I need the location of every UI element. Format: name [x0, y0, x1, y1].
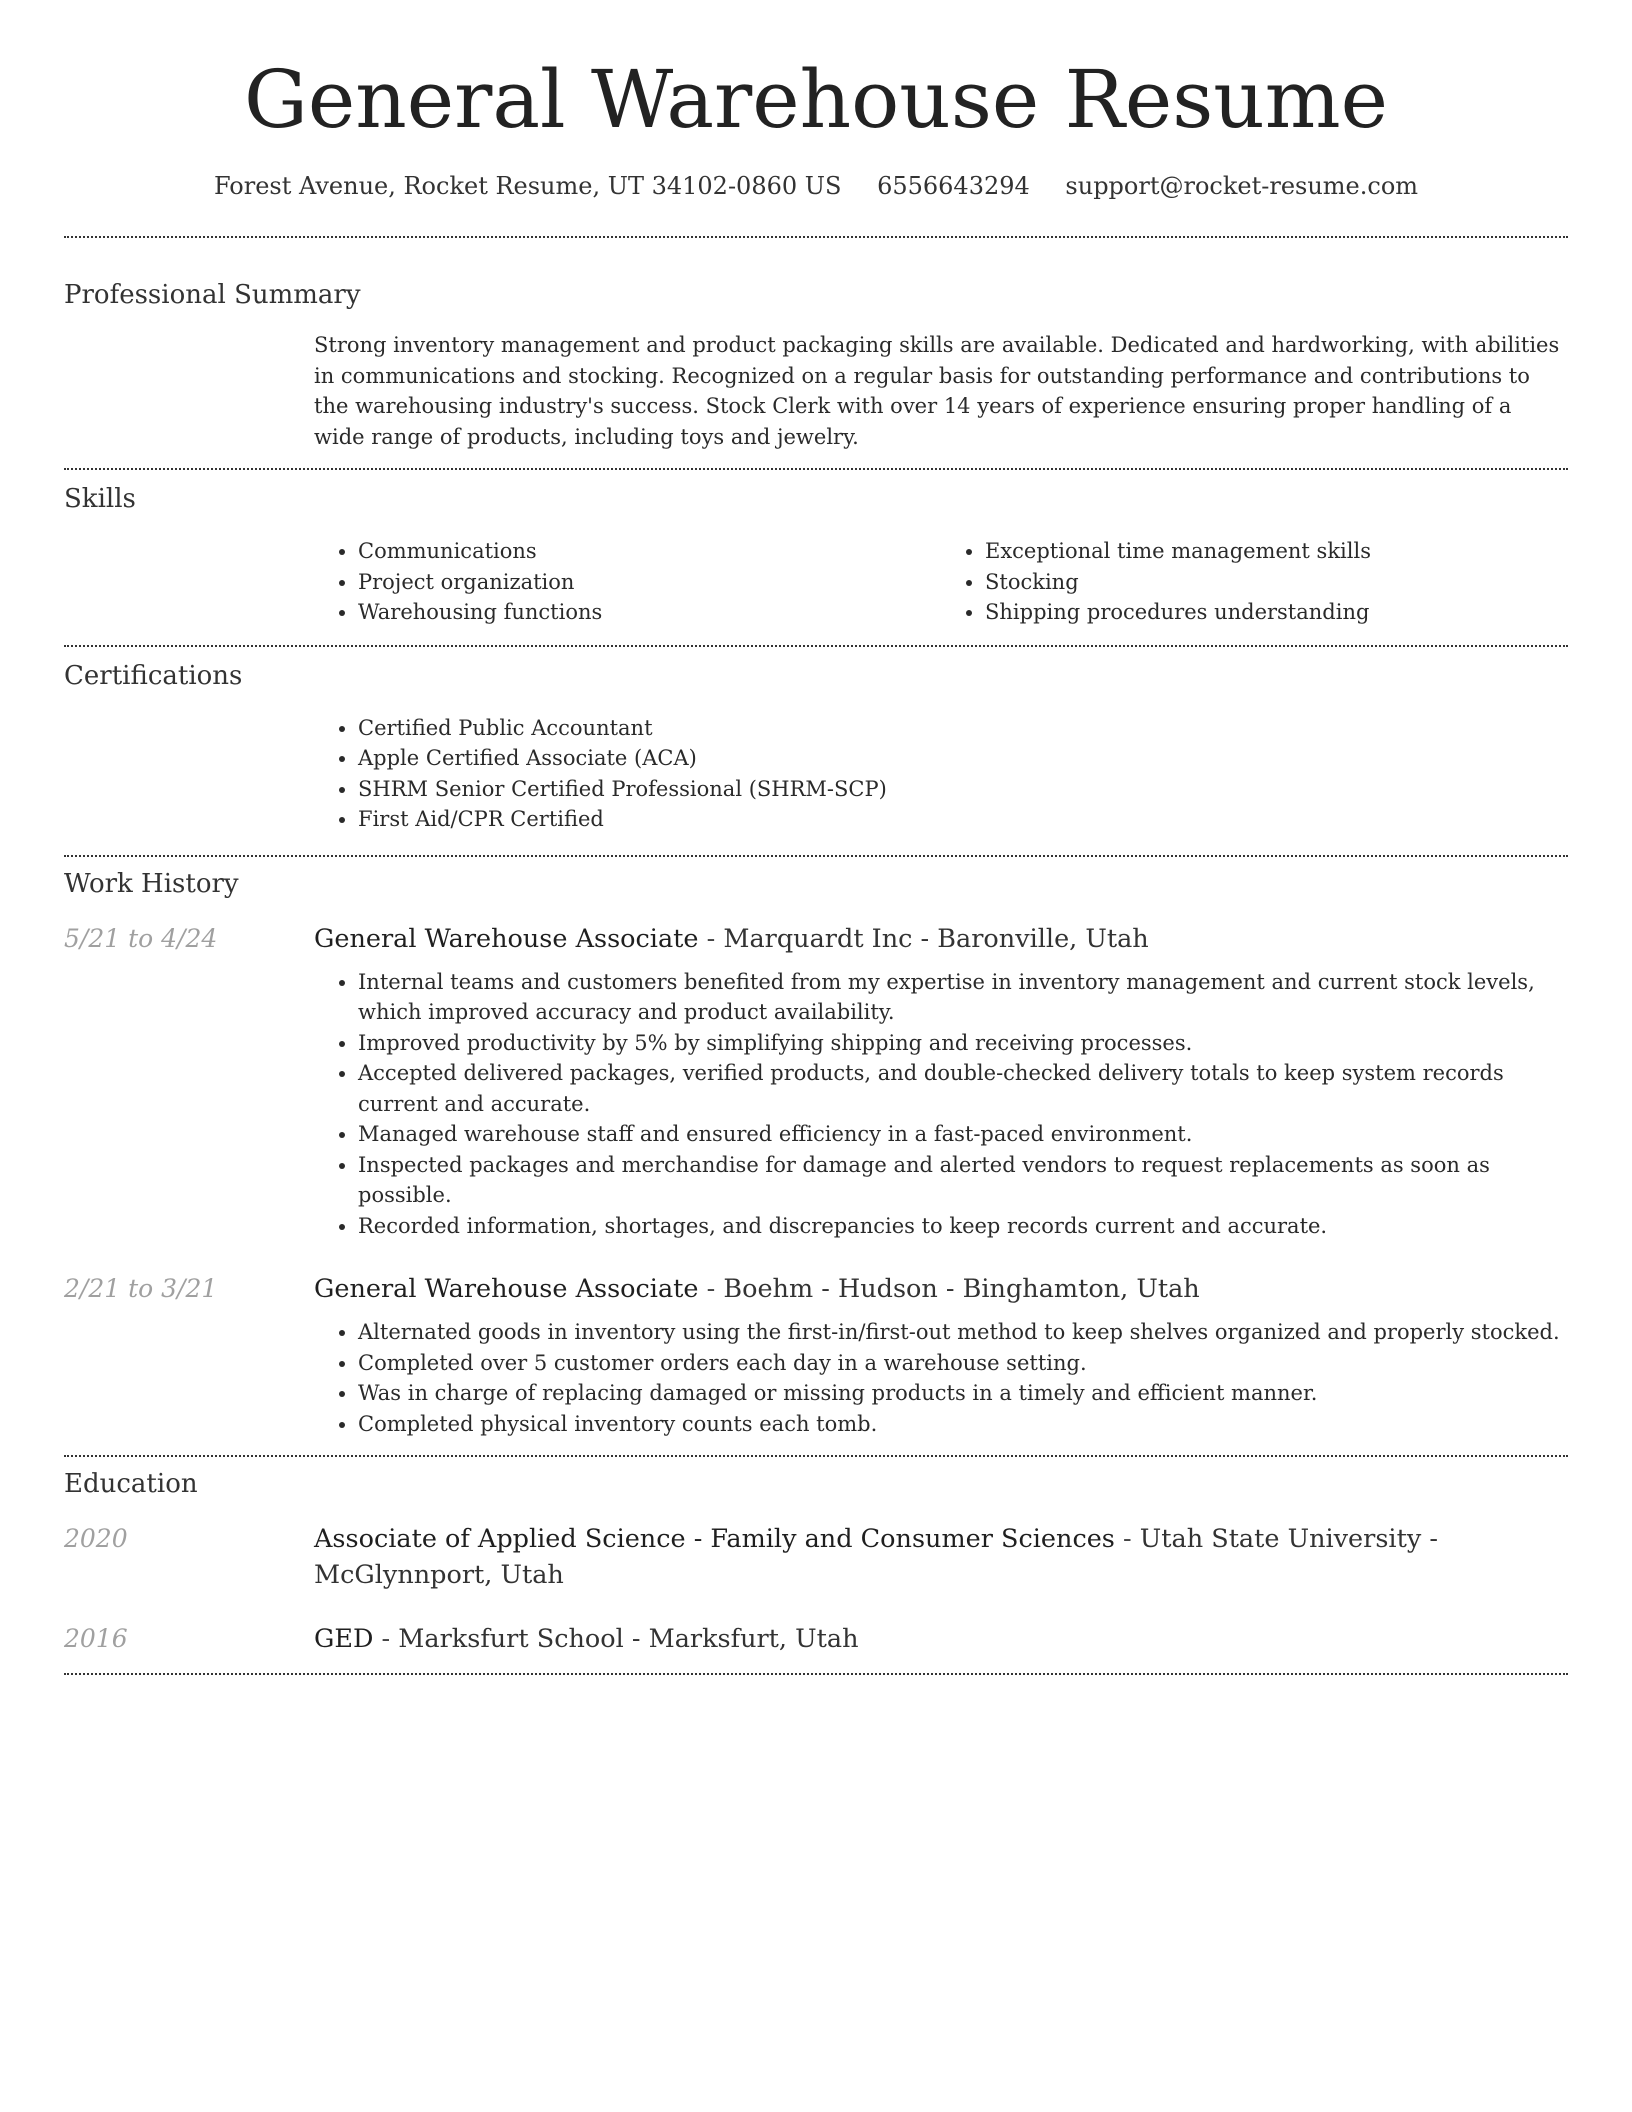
education-school: Utah State University - McGlynnport, Utah [314, 1524, 1438, 1590]
job-dates: 2/21 to 3/21 [64, 1274, 218, 1303]
skill-item: • Exceptional time management skills [985, 536, 1568, 567]
contact-phone: 6556643294 [877, 172, 1030, 200]
job-bullet: • Improved productivity by 5% by simplifying shipping and receiving processes. [358, 1028, 1568, 1059]
certifications-content [314, 713, 1568, 835]
skill-item: • Project organization [358, 567, 941, 598]
education-section [64, 1457, 1568, 1657]
education-entry [64, 1621, 1568, 1657]
job-heading: General Warehouse Associate - Marquardt Inc - Baronville, Utah [314, 923, 1149, 954]
job-body [314, 921, 1568, 1242]
summary-content [314, 330, 1568, 452]
section-title-education: Education [64, 1469, 198, 1499]
job-bullet: • Recorded information, shortages, and discrepancies to keep records current and accurate. [358, 1211, 1568, 1242]
job-bullet: • Internal teams and customers benefited from my expertise in inventory management and current stock levels, which improved accuracy and product availability. [358, 967, 1568, 1028]
section-title-summary: Professional Summary [64, 280, 361, 310]
section-title-certifications: Certifications [64, 660, 243, 691]
certification-item: • Certified Public Accountant [358, 713, 1568, 744]
job-bullets [314, 1317, 1568, 1439]
education-degree: GED [314, 1624, 374, 1654]
job-bullet: • Managed warehouse staff and ensured efficiency in a fast-paced environment. [358, 1119, 1568, 1150]
contact-address: Forest Avenue, Rocket Resume, UT 34102-0860 US [213, 172, 842, 200]
section-title-work: Work History [64, 868, 239, 899]
certification-item: • Apple Certified Associate (ACA) [358, 743, 1568, 774]
skill-item: • Shipping procedures understanding [985, 597, 1568, 628]
education-entry [64, 1521, 1568, 1593]
skills-content [314, 536, 1568, 628]
resume-header [64, 0, 1568, 202]
skill-item: • Communications [358, 536, 941, 567]
job-dates: 5/21 to 4/24 [64, 923, 218, 953]
job-bullet: • Accepted delivered packages, verified products, and double-checked delivery totals to keep system records current and accurate. [358, 1058, 1568, 1119]
skill-item: • Stocking [985, 567, 1568, 598]
job-entry [64, 1271, 1568, 1439]
education-year: 2020 [64, 1524, 128, 1553]
job-bullets [314, 967, 1568, 1242]
education-body [314, 1621, 1568, 1657]
summary-section [64, 238, 1568, 452]
job-bullet: • Alternated goods in inventory using the first-in/first-out method to keep shelves organized and properly stocked. [358, 1317, 1568, 1348]
job-employer: Boehm - Hudson - Binghamton, Utah [723, 1274, 1200, 1304]
skills-list-left [314, 536, 941, 628]
skill-item: • Warehousing functions [358, 597, 941, 628]
education-heading: GED - Marksfurt School - Marksfurt, Utah [314, 1624, 859, 1654]
certification-item: • SHRM Senior Certified Professional (SHRM-SCP) [358, 774, 1568, 805]
job-entry [64, 921, 1568, 1242]
job-heading: General Warehouse Associate - Boehm - Hudson - Binghamton, Utah [314, 1274, 1200, 1304]
job-bullet: • Inspected packages and merchandise for damage and alerted vendors to request replacements as soon as possible. [358, 1150, 1568, 1211]
work-section [64, 857, 1568, 1440]
education-heading: Associate of Applied Science - Family and Consumer Sciences - Utah State University - McGlynnport, Utah [314, 1524, 1438, 1590]
job-body [314, 1271, 1568, 1439]
resume-page [64, 0, 1568, 1675]
job-employer: Marquardt Inc - Baronville, Utah [723, 923, 1149, 954]
job-bullet: • Completed over 5 customer orders each day in a warehouse setting. [358, 1348, 1568, 1379]
section-title-skills: Skills [64, 484, 136, 514]
certification-item: • First Aid/CPR Certified [358, 804, 1568, 835]
summary-text: Strong inventory management and product packaging skills are available. Dedicated and hardworking, with abilities in communications and stocking. Recognized on a regular basis for outstanding performance and contributions to the warehousing industry's success. Stock Clerk with over 14 years of experience ensuring proper handling of a wide range of products, including toys and jewelry. [314, 333, 1560, 449]
education-year: 2016 [64, 1624, 128, 1653]
job-bullet: • Completed physical inventory counts each tomb. [358, 1409, 1568, 1440]
contact-email: support@rocket-resume.com [1065, 172, 1419, 200]
job-bullet: • Was in charge of replacing damaged or missing products in a timely and efficient manner. [358, 1378, 1568, 1409]
section-divider [64, 1673, 1568, 1675]
contact-line [64, 170, 1568, 202]
education-school: Marksfurt School - Marksfurt, Utah [398, 1624, 859, 1654]
page-title: General Warehouse Resume [243, 53, 1389, 146]
job-role: General Warehouse Associate [314, 1274, 699, 1304]
skills-list-right [941, 536, 1568, 628]
job-role: General Warehouse Associate [314, 923, 699, 954]
certifications-list [314, 713, 1568, 835]
certifications-section [64, 647, 1568, 835]
skills-section [64, 470, 1568, 628]
education-body [314, 1521, 1568, 1593]
education-degree: Associate of Applied Science - Family and Consumer Sciences [314, 1524, 1115, 1554]
